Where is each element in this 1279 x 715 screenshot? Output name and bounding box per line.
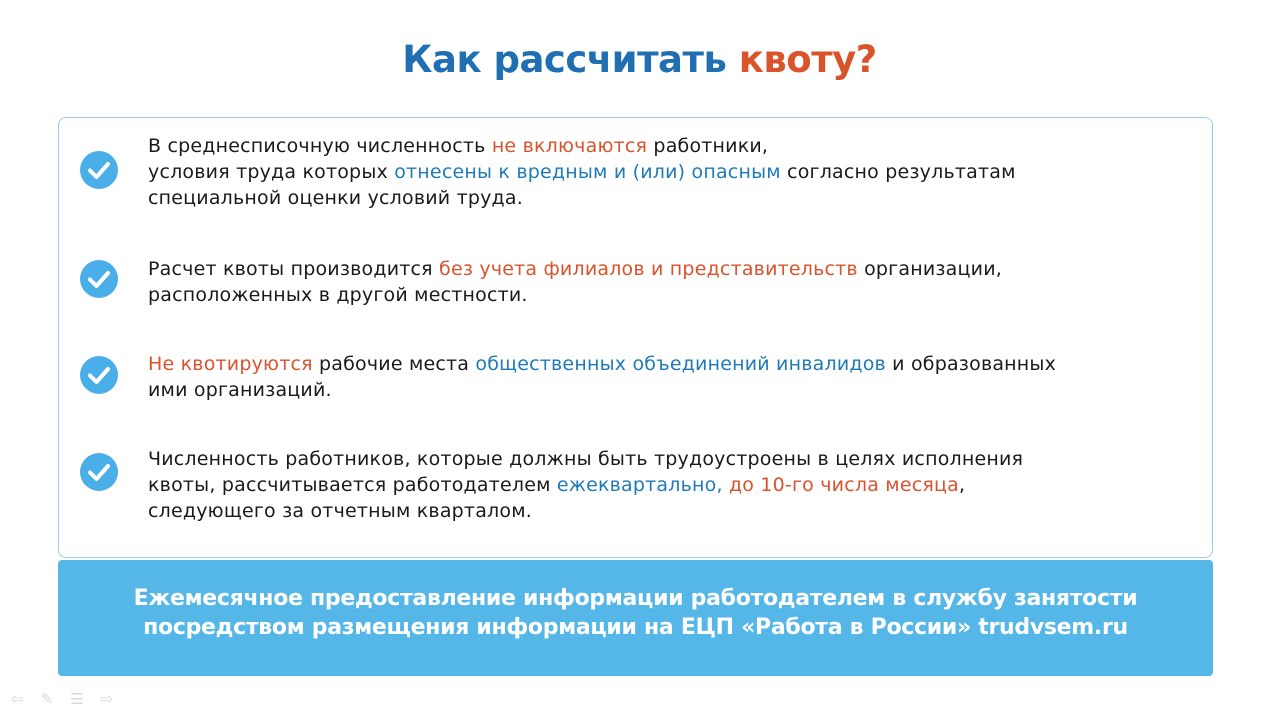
text-segment-normal: ими организаций.: [148, 379, 332, 401]
text-segment-red: до 10-го числа месяца: [728, 474, 959, 496]
text-segment-normal: Численность работников, которые должны быть трудоустроены в целях исполнения: [148, 448, 1024, 470]
list-item-text: [148, 133, 1188, 211]
check-circle-icon: [80, 356, 118, 394]
text-segment-normal: ,: [958, 474, 966, 496]
text-segment-normal: специальной оценки условий труда.: [148, 187, 523, 209]
banner-line-1: Ежемесячное предоставление информации работодателем в службу занятости: [133, 586, 1138, 611]
pen-icon[interactable]: ✎: [40, 690, 54, 708]
menu-icon[interactable]: ☰: [70, 690, 84, 708]
list-item-text: [148, 446, 1188, 524]
list-item-text: [148, 256, 1188, 308]
text-segment-normal: рабочие места: [312, 353, 476, 375]
text-segment-normal: и образованных: [885, 353, 1057, 375]
info-card: [58, 117, 1213, 558]
text-segment-normal: квоты, рассчитывается работодателем: [148, 474, 557, 496]
text-segment-normal: согласно результатам: [780, 161, 1016, 183]
text-segment-normal: расположенных в другой местности.: [148, 284, 528, 306]
slide-title: [0, 38, 1279, 81]
slide-title-part2: квоту?: [738, 38, 877, 81]
banner-line-2: посредством размещения информации на ЕЦП «Работа в России» trudvsem.ru: [143, 615, 1128, 640]
info-banner: [58, 560, 1213, 676]
text-segment-normal: работники,: [647, 135, 769, 157]
text-segment-normal: Расчет квоты производится: [148, 258, 440, 280]
text-segment-normal: следующего за отчетным кварталом.: [148, 500, 532, 522]
arrow-left-icon[interactable]: ⇦: [10, 690, 24, 708]
arrow-right-icon[interactable]: ⇨: [100, 690, 114, 708]
check-circle-icon: [80, 453, 118, 491]
list-item-text: [148, 351, 1188, 403]
banner-text: [58, 584, 1213, 642]
text-segment-red: без учета филиалов и представительств: [439, 258, 858, 280]
slide-nav: [8, 690, 116, 708]
text-segment-normal: В среднесписочную численность: [148, 135, 492, 157]
text-segment-normal: условия труда которых: [148, 161, 395, 183]
text-segment-normal: организации,: [857, 258, 1002, 280]
text-segment-red: Не квотируются: [148, 353, 313, 375]
check-circle-icon: [80, 260, 118, 298]
slide-title-part1: Как рассчитать: [402, 38, 727, 81]
text-segment-blue: общественных объединений инвалидов: [475, 353, 886, 375]
text-segment-blue: отнесены к вредным и (или) опасным: [394, 161, 781, 183]
text-segment-blue: ежеквартально,: [556, 474, 723, 496]
check-circle-icon: [80, 151, 118, 189]
text-segment-red: не включаются: [491, 135, 648, 157]
